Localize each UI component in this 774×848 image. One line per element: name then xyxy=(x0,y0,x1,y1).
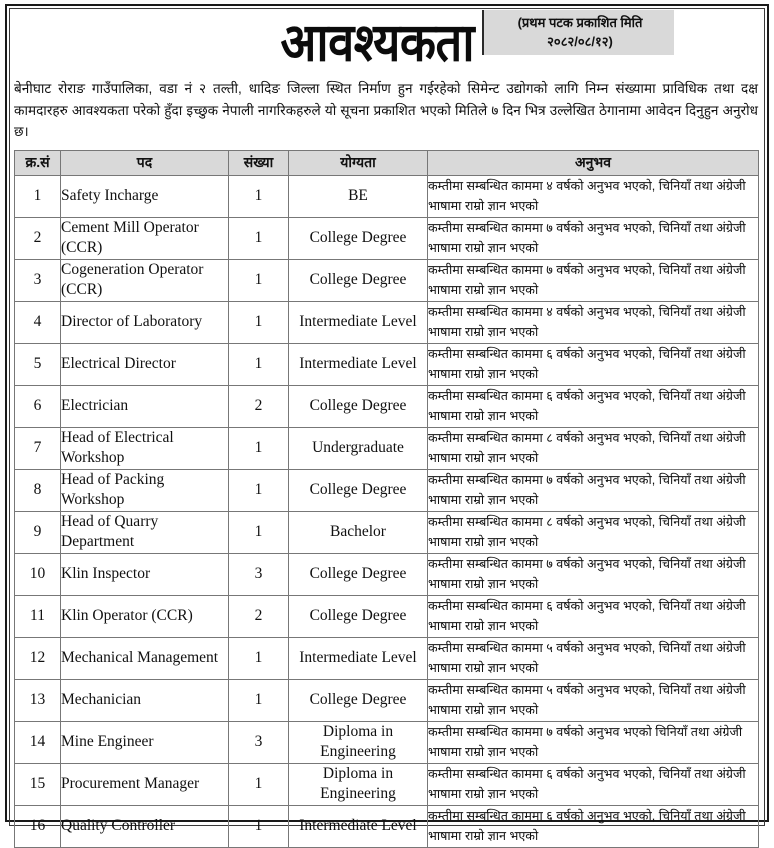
cell-post: Mine Engineer xyxy=(61,721,229,763)
column-header-qualification: योग्यता xyxy=(289,150,428,175)
cell-experience: कम्तीमा सम्बन्धित काममा ६ वर्षको अनुभव भएको, चिनियाँ तथा अंग्रेजी भाषामा राम्रो ज्ञान भएको xyxy=(428,343,759,385)
column-header-experience: अनुभव xyxy=(428,150,759,175)
cell-experience: कम्तीमा सम्बन्धित काममा ६ वर्षको अनुभव भएको, चिनियाँ तथा अंग्रेजी भाषामा राम्रो ज्ञान भएको xyxy=(428,763,759,805)
table-row xyxy=(15,217,759,259)
table-row xyxy=(15,763,759,805)
table-row xyxy=(15,385,759,427)
cell-qualification: Diploma in Engineering xyxy=(289,763,428,805)
publish-date-box xyxy=(482,10,674,55)
table-row xyxy=(15,679,759,721)
cell-number: 1 xyxy=(229,679,289,721)
cell-experience: कम्तीमा सम्बन्धित काममा ५ वर्षको अनुभव भएको, चिनियाँ तथा अंग्रेजी भाषामा राम्रो ज्ञान भएको xyxy=(428,679,759,721)
cell-experience: कम्तीमा सम्बन्धित काममा ६ वर्षको अनुभव भएको, चिनियाँ तथा अंग्रेजी भाषामा राम्रो ज्ञान भएको xyxy=(428,805,759,847)
table-row xyxy=(15,343,759,385)
cell-post: Quality Controller xyxy=(61,805,229,847)
cell-number: 1 xyxy=(229,763,289,805)
column-header-number: संख्या xyxy=(229,150,289,175)
cell-experience: कम्तीमा सम्बन्धित काममा ७ वर्षको अनुभव भएको, चिनियाँ तथा अंग्रेजी भाषामा राम्रो ज्ञान भएको xyxy=(428,259,759,301)
column-header-post: पद xyxy=(61,150,229,175)
cell-number: 1 xyxy=(229,217,289,259)
cell-number: 1 xyxy=(229,343,289,385)
cell-number: 1 xyxy=(229,175,289,217)
cell-qualification: College Degree xyxy=(289,217,428,259)
cell-experience: कम्तीमा सम्बन्धित काममा ७ वर्षको अनुभव भएको, चिनियाँ तथा अंग्रेजी भाषामा राम्रो ज्ञान भएको xyxy=(428,553,759,595)
cell-serial: 2 xyxy=(15,217,61,259)
cell-post: Head of Electrical Workshop xyxy=(61,427,229,469)
cell-post: Mechanical Management xyxy=(61,637,229,679)
cell-number: 3 xyxy=(229,721,289,763)
cell-post: Head of Packing Workshop xyxy=(61,469,229,511)
cell-experience: कम्तीमा सम्बन्धित काममा ७ वर्षको अनुभव भएको, चिनियाँ तथा अंग्रेजी भाषामा राम्रो ज्ञान भएको xyxy=(428,469,759,511)
cell-qualification: Intermediate Level xyxy=(289,301,428,343)
vacancy-table xyxy=(14,150,759,848)
cell-number: 2 xyxy=(229,385,289,427)
cell-number: 1 xyxy=(229,259,289,301)
cell-serial: 8 xyxy=(15,469,61,511)
cell-experience: कम्तीमा सम्बन्धित काममा ६ वर्षको अनुभव भएको, चिनियाँ तथा अंग्रेजी भाषामा राम्रो ज्ञान भएको xyxy=(428,385,759,427)
cell-serial: 5 xyxy=(15,343,61,385)
cell-qualification: College Degree xyxy=(289,595,428,637)
cell-serial: 9 xyxy=(15,511,61,553)
page-title: आवश्यकता xyxy=(280,12,474,72)
notice-body-paragraph: बेनीघाट रोराङ गाउँपालिका, वडा नं २ तल्ती, धादिङ जिल्ला स्थित निर्माण हुन गईरहेको सिमेन्ट उद्योगको लागि निम्न संख्यामा प्राविधिक तथा दक्ष कामदारहरु आवश्यकता परेको हुँदा इच्छुक नेपाली नागरिकहरुले यो सूचना प्रकाशित भएको मितिले ७ दिन भित्र उल्लेखित ठेगानामा आवेदन दिनुहुन अनुरोध छ। xyxy=(14,81,758,139)
cell-qualification: Undergraduate xyxy=(289,427,428,469)
cell-serial: 13 xyxy=(15,679,61,721)
table-row xyxy=(15,469,759,511)
table-row xyxy=(15,175,759,217)
cell-post: Klin Inspector xyxy=(61,553,229,595)
column-header-serial: क्र.सं xyxy=(15,150,61,175)
table-header xyxy=(15,150,759,175)
cell-post: Mechanician xyxy=(61,679,229,721)
cell-experience: कम्तीमा सम्बन्धित काममा ६ वर्षको अनुभव भएको, चिनियाँ तथा अंग्रेजी भाषामा राम्रो ज्ञान भएको xyxy=(428,595,759,637)
table-row xyxy=(15,721,759,763)
cell-post: Electrician xyxy=(61,385,229,427)
cell-serial: 1 xyxy=(15,175,61,217)
cell-qualification: College Degree xyxy=(289,469,428,511)
cell-number: 1 xyxy=(229,805,289,847)
notice-content xyxy=(14,10,760,848)
publish-date-value: २०८२/०८/१२) xyxy=(547,34,613,49)
cell-post: Cement Mill Operator (CCR) xyxy=(61,217,229,259)
table-header-row xyxy=(15,150,759,175)
cell-number: 1 xyxy=(229,637,289,679)
cell-experience: कम्तीमा सम्बन्धित काममा ८ वर्षको अनुभव भएको, चिनियाँ तथा अंग्रेजी भाषामा राम्रो ज्ञान भएको xyxy=(428,427,759,469)
cell-number: 1 xyxy=(229,511,289,553)
cell-post: Safety Incharge xyxy=(61,175,229,217)
cell-post: Head of Quarry Department xyxy=(61,511,229,553)
cell-post: Klin Operator (CCR) xyxy=(61,595,229,637)
table-row xyxy=(15,511,759,553)
table-row xyxy=(15,427,759,469)
cell-serial: 4 xyxy=(15,301,61,343)
cell-number: 3 xyxy=(229,553,289,595)
cell-qualification: College Degree xyxy=(289,553,428,595)
cell-serial: 6 xyxy=(15,385,61,427)
cell-serial: 16 xyxy=(15,805,61,847)
table-row xyxy=(15,259,759,301)
publish-date-label: (प्रथम पटक प्रकाशित मिति xyxy=(517,15,643,30)
table-row xyxy=(15,805,759,847)
cell-post: Director of Laboratory xyxy=(61,301,229,343)
cell-qualification: College Degree xyxy=(289,679,428,721)
cell-qualification: College Degree xyxy=(289,259,428,301)
cell-qualification: BE xyxy=(289,175,428,217)
table-body xyxy=(15,175,759,847)
cell-number: 1 xyxy=(229,469,289,511)
cell-serial: 10 xyxy=(15,553,61,595)
cell-qualification: Intermediate Level xyxy=(289,343,428,385)
cell-post: Procurement Manager xyxy=(61,763,229,805)
table-row xyxy=(15,595,759,637)
cell-post: Electrical Director xyxy=(61,343,229,385)
cell-experience: कम्तीमा सम्बन्धित काममा ८ वर्षको अनुभव भएको, चिनियाँ तथा अंग्रेजी भाषामा राम्रो ज्ञान भएको xyxy=(428,511,759,553)
cell-qualification: Intermediate Level xyxy=(289,637,428,679)
cell-qualification: College Degree xyxy=(289,385,428,427)
cell-qualification: Bachelor xyxy=(289,511,428,553)
cell-number: 2 xyxy=(229,595,289,637)
cell-serial: 14 xyxy=(15,721,61,763)
cell-number: 1 xyxy=(229,427,289,469)
cell-experience: कम्तीमा सम्बन्धित काममा ४ वर्षको अनुभव भएको, चिनियाँ तथा अंग्रेजी भाषामा राम्रो ज्ञान भएको xyxy=(428,301,759,343)
cell-number: 1 xyxy=(229,301,289,343)
cell-qualification: Diploma in Engineering xyxy=(289,721,428,763)
cell-post: Cogeneration Operator (CCR) xyxy=(61,259,229,301)
cell-experience: कम्तीमा सम्बन्धित काममा ७ वर्षको अनुभव भएको चिनियाँ तथा अंग्रेजी भाषामा राम्रो ज्ञान भएको xyxy=(428,721,759,763)
cell-experience: कम्तीमा सम्बन्धित काममा ७ वर्षको अनुभव भएको, चिनियाँ तथा अंग्रेजी भाषामा राम्रो ज्ञान भएको xyxy=(428,217,759,259)
table-row xyxy=(15,553,759,595)
cell-serial: 3 xyxy=(15,259,61,301)
cell-serial: 15 xyxy=(15,763,61,805)
table-row xyxy=(15,301,759,343)
cell-serial: 12 xyxy=(15,637,61,679)
cell-serial: 7 xyxy=(15,427,61,469)
cell-qualification: Intermediate Level xyxy=(289,805,428,847)
cell-experience: कम्तीमा सम्बन्धित काममा ५ वर्षको अनुभव भएको, चिनियाँ तथा अंग्रेजी भाषामा राम्रो ज्ञान भएको xyxy=(428,637,759,679)
cell-serial: 11 xyxy=(15,595,61,637)
masthead xyxy=(14,10,760,72)
table-row xyxy=(15,637,759,679)
cell-experience: कम्तीमा सम्बन्धित काममा ४ वर्षको अनुभव भएको, चिनियाँ तथा अंग्रेजी भाषामा राम्रो ज्ञान भएको xyxy=(428,175,759,217)
